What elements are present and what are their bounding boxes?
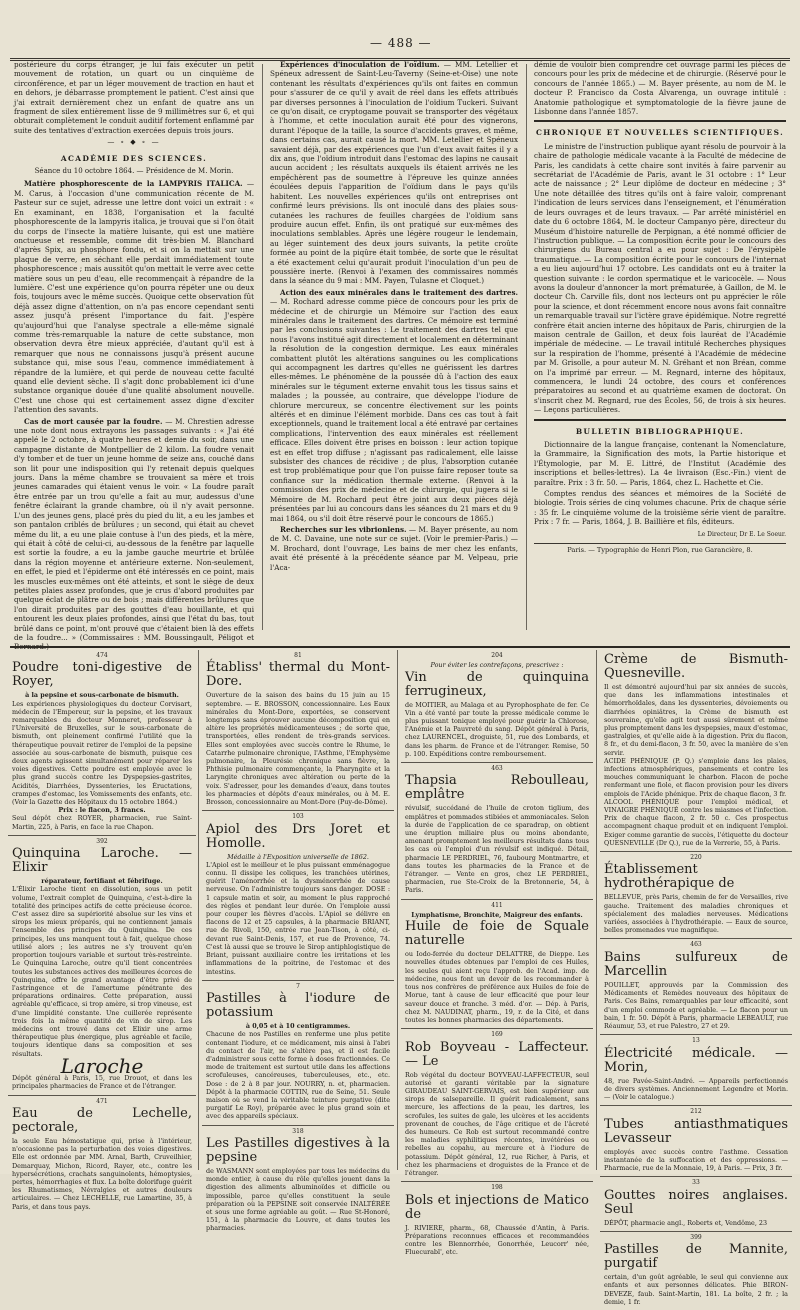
col1-intro: postérieure du corps étranger, je lui fais exécuter un petit mouvement de rotation, un quart ou un cinquième de circonférence, et par un léger mouvement de traction en haut et en dehors, je débarrasse promptement le patient. C'est ainsi que j'ai extrait dernièrement chez un enfant de quatre ans un fragment de silex entièrement lisse de 9 millimètres sur 6, et qui obturait complètement le conduit auditif fortement enflammé par suite des tentatives d'extraction exercées depuis trois jours. bbox=[14, 60, 254, 135]
ad-title: Établissement hydrothérapique de bbox=[604, 862, 735, 892]
col3-p1: Le ministre de l'instruction publique ayant résolu de pourvoir à la chaire de pathologie médicale vacante à la Faculté de médecine de Paris, les candidats à cette chaire sont invités à faire parvenir au secrétariat de l'Académie de Paris, avant le 31 octobre : 1° Leur acte de naissance ; 2° Leur diplôme de docteur en médecine ; 3° Une note détaillée des titres qu'ils ont à faire valoir, comprenant l'indication de leurs services dans l'enseignement, et l'énumération de leurs ouvrages et de leurs travaux. — Par arrêté ministériel en date du 6 octobre 1864, M. le docteur Campanyo père, directeur du Muséum d'histoire naturelle de Perpignan, a été nommé officier de l'instruction publique. — La composition écrite pour le concours des chirurgiens du Bureau central a eu pour sujet : De l'érysipèle traumatique. — La composition écrite pour le concours de l'internat a eu lieu aujourd'hui 17 octobre. Les candidats ont eu à traiter la question suivante : le cordon spermatique et le varicocèle. — Nous avons la douleur d'annoncer la mort prématurée, à Gaillon, de M. le docteur Ch. Carville fils, dont nos lecteurs ont pu apprécier le rôle pour la science, et dont récemment encore nous avons fait connaître un remarquable travail sur l'ictère grave épidémique. Notre regretté confrère était ancien interne des hôpitaux de Paris, chirurgien de la maison centrale de Gaillon, et deux fois lauréat de l'Académie impériale de médecine. — Le travail intitulé Recherches physiques sur la respiration de l'homme, présenté à l'Académie de médecine par M. Grisolle, a pour auteur M. N. Gréhant et non Bréan, comme on l'a imprimé par erreur. — M. Regnard, interne des hôpitaux, commencera, le lundi 24 octobre, des cours et conférences préparatoires au second et au quatrième examen de doctorat. On s'inscrit chez M. Regnard, rue des Écoles, 56, de trois à six heures. — Leçons particulières. bbox=[534, 141, 786, 415]
ad-number: 7 bbox=[296, 982, 300, 990]
ad-body: révulsif, succédané de l'huile de croton tiglium, des emplâtres et pommades stibiées et ammoniacales. Selon la durée de l'application de ce sparadrap, on obtient une éruption miliaire plus ou moins abondante, amenant promptement les meilleurs résultats dans tous les cas où l'emploi d'un révulsif est indiqué. Détail, pharmacie LE PERDRIEL, 76, faubourg Montmartre, et dans toutes les pharmacies de la France et de l'étranger. — Vente en gros, chez LE PERDRIEL, pharmacien, rue Ste-Croix de la Bretonnerie, 54, à Paris. bbox=[405, 804, 589, 895]
ad-column-b bbox=[202, 650, 394, 1233]
column-1 bbox=[14, 60, 254, 652]
ad-body: Ouverture de la saison des bains du 15 juin au 15 septembre. — E. BROSSON, concessionnaire. Les Eaux minérales du Mont-Dore, exportées, se conservent longtemps sans éprouver aucune décomposition qui en altère les propriétés médicamenteuses ; de sorte que, transportées, elles rendent de très-grands services. Elles sont employées avec succès contre le Rhume, le Catarrhe pulmonaire chronique, l'Asthme, l'Emphysème pulmonaire, la Pleurésie chronique sans fièvre, la Phthisie pulmonaire commençante, la Pharyngite et la Laryngite chroniques avec altération ou perte de la voix. S'adresser, pour les demandes d'eaux, dans toutes les pharmacies et dépôts d'eaux minérales, ou à M. E. Brosson, concessionnaire au Mont-Dore (Puy-de-Dôme). bbox=[206, 691, 390, 807]
ad-column-c bbox=[401, 650, 593, 1257]
bulletin-entry-1: Dictionnaire de la langue française, contenant la Nomenclature, la Grammaire, la Signification des mots, la Partie historique et l'Étymologie, par M. E. Littré, de l'Institut (Académie des inscriptions et belles-lettres). La 4e livraison (Esc.-Fin.) vient de paraître. Prix : 3 fr. 50. — Paris, 1864, chez L. Hachette et Cie. bbox=[534, 440, 786, 487]
col2-p3-title: Recherches sur les vibrionlens. bbox=[280, 524, 407, 534]
ad-body: POUILLET, approuvés par la Commission des Médicaments et Remèdes nouveaux des hôpitaux de Paris. Ces Bains, remarquables par leur efficacité, sont d'un emploi commode et agréable. — Le flacon pour un bain, 1 fr. 50. Dépôt à Paris, pharmacie LEBEAULT, rue Réaumur, 53, et rue Palestro, 27 et 29. bbox=[604, 980, 788, 1030]
ad-body: ou Iodo-ferrée du docteur DELATTRE, de Dieppe. Les nouvelles études obtenues par l'emploi de ces Huiles, les seules qui aient reçu l'approb. de l'Acad. imp. de médecine, nous font un devoir de les recommander à tous nos confrères de préférence aux Huiles de foie de Morue, tant à cause de leur efficacité que pour leur saveur douce et franche. 3 méd. d'or. — Dép. à Paris, chez M. NAUDINAT, pharm., 19, r. de la Cité, et dans toutes les bonnes pharmacies des départements. bbox=[405, 950, 589, 1024]
ad-body: employés avec succès contre l'asthme. Cessation instantanée de la suffocation et des oppressions. — Pharmacie, rue de la Monnaie, 19, à Paris. — Prix, 3 fr. bbox=[604, 1147, 788, 1172]
ad-electricite bbox=[600, 1035, 792, 1106]
ad-body: certain, d'un goût agréable, le seul qui convienne aux enfants et aux personnes délicates. Phie BIRON-DEVEZE, faub. Saint-Martin, 181. La boîte, 2 fr. ; la demie, 1 fr. bbox=[604, 1273, 788, 1306]
header-rule bbox=[10, 58, 790, 59]
column-divider-1 bbox=[262, 64, 263, 630]
ad-iodure bbox=[202, 981, 394, 1126]
ad-body: Rob végétal du docteur BOYVEAU-LAFFECTEUR, seul autorisé et garanti véritable par la signature GIRAUDEAU SAINT-GERVAIS, est bien supérieur aux sirops de salsepareille. Il guérit radicalement, sans mercure, les affections de la peau, les dartres, les scrofules, les suites de gale, les ulcères et les accidents provenant de couches, de l'âge critique et de l'âcreté des humeurs. Ce Rob est surtout recommandé contre les maladies syphilitiques récentes, invétérées ou rebelles au copahu, au mercure et à l'iodure de potassium. Dépôt général, 12, rue Richer, à Paris, et chez les pharmaciens et droguistes de la France et de l'étranger. bbox=[405, 1070, 589, 1177]
ad-number: 463 bbox=[690, 941, 702, 949]
ad-acide-phenique: ACIDE PHÉNIQUE (P. Q.) s'emploie dans les plaies, infections atmosphériques, pansements et contre les mouches communiquant le charbon. Flacon de poche renfermant une fiole, et flacon provision pour les divers emplois de l'Acide phénique. Prix de chaque flacon, 3 fr. bbox=[604, 756, 788, 798]
ad-number: 471 bbox=[96, 1097, 108, 1105]
ad-title: Huile de foie de Squale naturelle bbox=[405, 919, 589, 949]
ad-body: BELLEVUE, près Paris, chemin de fer de Versailles, rive gauche. Traitement des maladies chroniques et spécialement des maladies nerveuses. Médications variées, associées à l'hydrothérapie. — Eaux de source, belles promenades vue magnifique. bbox=[604, 893, 788, 935]
ad-number: 81 bbox=[294, 652, 302, 659]
ad-column-d bbox=[600, 650, 792, 1306]
ad-pretitle: Lymphatisme, Bronchite, Maigreur des enfants. bbox=[411, 911, 583, 920]
col2-p3 bbox=[270, 525, 518, 572]
ad-bellevue bbox=[600, 852, 792, 939]
ad-squale bbox=[401, 900, 593, 1029]
ad-number: 318 bbox=[292, 1127, 304, 1135]
col1-p1-title: Matière phosphorescente de la LAMPYRIS ITALICA. bbox=[24, 179, 243, 189]
col1-p1-text: — M. Carus, à l'occasion d'une communication récente de M. Pasteur sur ce sujet, adresse une lettre dont voici un extrait : « En examinant, en 1838, l'organisation et la faculté phosphorescente de la lampyris italica, je trouvai que si l'on ôtait du corps de l'insecte la matière luisante, qui est une matière onctueuse et ressemble, comme dit très-bien M. Blanchard d'après Spix, au phosphore fondu, et si on la mettait sur une plaque de verre, en séchant elle perdait immédiatement toute phosphorescence ; mais aussitôt qu'on mettait le verre avec cette matière sous un peu d'eau, elle recommençait à répandre de la lumière. C'est une expérience qu'on pourra répéter une ou deux fois, toujours avec le même succès. Quoique cette observation fût déjà assez digne d'attention, on n'a pas encore cependant senti assez jusqu'à présent l'importance du fait. J'espère qu'aujourd'hui que l'analyse spectrale a elle-même signalé comme très-remarquable la nature de cette substance, mon observation devra être mieux appréciée, d'autant qu'il est à remarquer que nous ne connaissons jusqu'à présent aucune substance qui, mise sous l'eau, commence immédiatement à répandre de la lumière, et qui perde de nouveau cette faculté quand elle devient sèche. Il s'agit donc probablement ici d'une substance organique douée d'une qualité absolument nouvelle. C'est une chose qui est certainement assez digne d'exciter l'attention des savants. bbox=[14, 179, 254, 415]
ad-title: Bols et injections de Matico de bbox=[405, 1192, 589, 1222]
col2-p2-text: — M. Rochard adresse comme pièce de concours pour les prix de médecine et de chirurgie un Mémoire sur l'action des eaux minérales dans le traitement des dartres. Ce mémoire est terminé par les conclusions suivantes : Le traitement des dartres tel que nous l'avons institué agit directement et localement en déterminant la résolution de la congestion dermique. Les eaux minérales combattent plutôt les altérations sanguines ou les complications qui accompagnent les dartres qu'elles ne guérissent les dartres elles-mêmes. Le phénomène de la poussée dû à l'action des eaux minérales sur le tégument externe envahit tous les tissus sains et malades ; la poussée, au contraire, que développe l'iodure de chlorure mercureux, se concentre électivement sur les points altérés et en diminue l'élément morbide. Dans ces cas tout à fait exceptionnels, quand le traitement local a été entravé par certaines complications, l'intervention des eaux minérales est réellement efficace. Elles doivent être prises en boisson : leur action topique est en effet trop diffuse ; n'agissant pas radicalement, elle laisse subsister des chances de récidive ; de plus, l'absorption cutanée est trop problématique pour que l'on puisse faire reposer toute sa confiance sur la médication thermale externe. (Renvoi à la commission des prix de médecine et de chirurgie, qui jugera si le Mémoire de M. Rochard peut être joint aux deux pièces déjà présentées par lui au concours dans les séances du 21 mars et du 9 mai 1864, ou s'il doit être réservé pour le concours de 1865.) bbox=[270, 297, 518, 523]
academy-heading: ACADÉMIE DES SCIENCES. bbox=[60, 153, 208, 163]
ad-subtitle: à la pepsine et sous-carbonate de bismuth. bbox=[25, 691, 179, 700]
ad-body: J. RIVIERE, pharm., 68, Chaussée d'Antin, à Paris. Préparations reconnues efficaces et recommandées contre les Blennorrhée, Gonorrhée, Leucorr' née, Fluecurabl', etc. bbox=[405, 1223, 589, 1257]
col1-p2-text: — M. Chrestien adresse une note dont nous extrayons les passages suivants : « J'ai été appelé le 2 octobre, à quatre heures et demie du soir, dans une campagne distante de Montpellier de 2 kilom. La foudre venait d'y tomber et de tuer un jeune homme de seize ans, couché dans son lit pour une indisposition qui l'y retenait depuis quelques jours. Dans la même chambre se trouvaient sa mère et trois jeunes camarades qui étaient venus le voir. « La foudre paraît être entrée par un trou qu'elle a fait au mur, audessus d'une fenêtre éclairant la grande chambre, où il n'y avait personne. L'un des jeunes gens, placé près du pied du lit, a eu les jambes et son pantalon criblés de brûlures ; un second, qui était au chevet même du lit, a eu une plaie contuse à l'un des pieds, et la mère, qui était à côté de celui-ci, au-dessous de la fenêtre par laquelle est sortie la foudre, a eu la jambe gauche meurtrie et brûlée dans la région moyenne et antérieure externe. Non-seulement, en effet, le pied et l'épiderme ont été intéressés en ce point, mais les muscles eux-mêmes ont été atteints, et sont le siège de deux petites plaies assez profondes, que je crus d'abord produites par quelque éclat de plâtre ou de bois ; mais différentes brûlures que l'on dirait produites par des gouttes d'eau bouillante, et qui entourent les deux plaies profondes, ainsi que l'état du bas, tout brûlé dans ce point, m'ont prouvé que c'étaient bien là des effets de la foudre... » (Commissaires : MM. Boussingault, Péligot et Bernard.) bbox=[14, 416, 254, 652]
ad-column-a bbox=[8, 650, 196, 1211]
column-divider-2 bbox=[526, 64, 527, 630]
col2-p2 bbox=[270, 288, 518, 523]
column-2 bbox=[270, 60, 518, 630]
ad-apiol bbox=[202, 811, 394, 980]
ad-number: 198 bbox=[491, 1184, 503, 1192]
ad-title: Poudre toni-digestive de Royer, bbox=[12, 660, 192, 690]
ad-body: Les expériences physiologiques du docteur Corvisart, médecin de l'Empereur, sur la pepsine, et les travaux remarquables du docteur Monneret, professeur à l'Université de Bruxelles, sur le sous-carbonate de bismuth, ont pleinement confirmé l'utilité que la thérapeutique pouvait retirer de l'emploi de la pepsine associée au sous-carbonate de bismuth, puisque ces deux agents agissent simultanément pour réparer les voies digestives. Cette poudre est employée avec le plus grand succès contre les Dyspepsies-gastrites, Acidités, Diarrhées, Dyssenteries, les Éructations, crampes d'estomac, les Vomissements des enfants, etc. (Voir la Gazette des Hôpitaux du 15 octobre 1864.) bbox=[12, 699, 192, 807]
ad-royer bbox=[8, 650, 196, 836]
ad-body: Il est démontré aujourd'hui par six années de succès, que dans les inflammations intestinales et hémorrhoïdales, dans les dyssenteries, dévoiements ou diarrhées opiniâtres, la Crème de bismuth est souveraine, qu'elle agit tout aussi sûrement et même plus promptement dans les dyspepsies, maux d'estomac, gastralgies, et qu'elle aide à la digestion. Prix du flacon, 8 fr., et du demi-flacon, 3 fr. 50, avec la manière de s'en servir. bbox=[604, 683, 788, 757]
col1-p2 bbox=[14, 417, 254, 652]
laroche-signature: Laroche bbox=[60, 1053, 144, 1078]
ad-body: 48, rue Pavée-Saint-André. — Appareils perfectionnés de divers systèmes. Anciennement Legendre et Morin. — (Voir le catalogue.) bbox=[604, 1076, 788, 1101]
ad-subtitle: réparateur, fortifiant et fébrifuge. bbox=[41, 877, 163, 886]
printer-line: Paris. — Typographie de Henri Plon, rue Garancière, 8. bbox=[534, 543, 786, 555]
ad-number: 220 bbox=[690, 854, 702, 862]
ad-pretitle: Pour éviter les contrefaçons, prescrivez : bbox=[430, 661, 564, 670]
ad-mont-dore bbox=[202, 650, 394, 811]
ad-title: Pastilles à l'iodure de potassium bbox=[206, 991, 390, 1021]
bulletin-rule bbox=[534, 419, 786, 421]
ad-number: 399 bbox=[690, 1233, 702, 1241]
ads-top-rule bbox=[10, 646, 790, 648]
ad-title: Électricité médicale. — Morin, bbox=[604, 1045, 788, 1075]
ad-body: de WASMANN sont employées par tous les médecins du monde entier, à cause du rôle qu'elles jouent dans la digestion des aliments albuminoïdes et difficile ou impossible, parce qu'elles constituent la seule préparation où la PEPSINE soit conservée INALTÉRÉE et sous une forme agréable au goût. — Rue St-Honoré, 151, à la pharmacie du Louvre, et dans toutes les pharmacies. bbox=[206, 1166, 390, 1233]
bulletin-heading: BULLETIN BIBLIOGRAPHIQUE. bbox=[575, 426, 745, 436]
chronique-rule bbox=[534, 120, 786, 122]
ad-body: DÉPÔT, pharmacie angl., Roberts et, Vendôme, 23 bbox=[604, 1218, 768, 1227]
col3-intro: démie de vouloir bien comprendre cet ouvrage parmi les pièces de concours pour les prix de médecine et de chirurgie. (Réservé pour le concours de l'année 1865.) — M. Bayer présente, au nom de M. le docteur P. Francisco da Costa Alvarenga, un ouvrage intitulé : Anatomie pathologique et symptomatologie de la fièvre jaune de Lisbonne dans l'année 1857. bbox=[534, 60, 786, 117]
ad-title: Bains sulfureux de Marcellin bbox=[604, 949, 788, 979]
ad-pepsine bbox=[202, 1126, 394, 1237]
col2-p1-text: — MM. Letellier et Spéneux adressent de Saint-Leu-Taverny (Seine-et-Oise) une note contenant les résultats d'expériences qu'ils ont faites en commun pour s'assurer de ce qu'il y avait de réel dans les effets attribués par diverses personnes à l'inoculation de l'oïdium Tuckeri. Suivant ce qu'on disait, ce cryptogame pouvait se transporter des végétaux à l'homme, et cette inoculation aurait été pour des vignerons, durant l'époque de la taille, la source d'accidents graves, et même, dans certains cas, aurait causé la mort. MM. Letellier et Spéneux savaient déjà, par des expériences que l'un d'eux avait faites il y a dix ans, que l'oïdium introduit dans l'estomac des lapins ne causait aucun accident ; les résultats auxquels ils étaient arrivés ne les empêchèrent pas de soumettre à l'épreuve les quinze années écoulées depuis l'apparition de l'oïdium dans le pays qu'ils habitent. Les nouvelles expériences qu'ils ont entreprises ont confirmé leurs prévisions. Ils ont inoculé dans des plaies sous-cutanées les rachures de feuilles chargées de l'oïdium sans produire aucun effet. Enfin, ils ont pratiqué sur eux-mêmes des inoculations semblables. Après une légère rougeur le lendemain, au léger suintement des deux jours suivants, la petite croûte formée au point de la piqûre était tombée, de sorte que le résultat a été exactement celui qu'aurait produit l'inoculation d'un peu de poussière inerte. (Renvoi à l'examen des commissaires nommés dans la séance du 9 mai : MM. Payen, Tulasne et Cloquet.) bbox=[270, 60, 518, 286]
ad-laroche bbox=[8, 836, 196, 1096]
ad-number: 411 bbox=[491, 901, 503, 909]
ad-title: Thapsia Reboulleau, emplâtre bbox=[405, 773, 589, 803]
ad-body: de MOITIER, au Malaga et au Pyrophosphate de fer. Ce Vin a été vanté par toute la presse médicale comme le plus puissant tonique employé pour guérir la Chlorose, l'Anémie et la Pauvreté du sang. Dépôt général à Paris, chez LAURENCEL, droguiste, 51, rue des Lombards, et dans les pharm. de France et de l'étranger. Remise, 50 p. 100. Expéditions contre remboursement. bbox=[405, 700, 589, 758]
ad-rob-boyveau bbox=[401, 1029, 593, 1182]
ad-number: 33 bbox=[692, 1179, 700, 1187]
ad-body: L'Apiol est le meilleur et le plus puissant emménagogue connu. Il dissipe les coliques, les tranchées utérines, guérit l'aménorrhée et la dysménorrhée de cause nerveuse. On l'administre toujours sans danger. DOSE : 1 capsule matin et soir, au moment le plus rapproché des règles et pendant leur durée. On l'emploie aussi pour couper les fièvres d'accès. L'Apiol se délivre en flacons de 12 et 25 capsules, à la pharmacie BRIANT, rue de Rivoli, 150, entrée rue Jean-Tison, à côté, ci-devant rue Saint-Denis, 157, et rue de Provence, 74. C'est là aussi que se trouve le Sirop antiphlogistique de Briant, puissant auxiliaire contre les irritations et les inflammations de la poitrine, de l'estomac et des intestins. bbox=[206, 860, 390, 976]
session-line: Séance du 10 octobre 1864. — Présidence de M. Morin. bbox=[34, 167, 234, 176]
ad-body: L'Élixir Laroche tient en dissolution, sous un petit volume, l'extrait complet de Quinquina, c'est-à-dire la totalité des principes actifs de cette précieuse écorce. C'est assez dire sa supériorité absolue sur les vins et sirops les mieux préparés, qui ne contiennent jamais l'ensemble des principes du Quinquina. De ces principes, les uns manquent tout à fait, quelque chose utilisé alors ; les autres ne s'y trouvent qu'en proportion toujours variable et surtout très-restreinte. Le Quinquina Laroche, outre qu'il tient concentrées toutes les substances actives des meilleures écorces de Quinquina, offre le grand avantage d'être privé de l'astringence et de l'amertume pénétrante des préparations ordinaires. Cette préparation, aussi agréable qu'efficace, si trop amère, si trop vineuse, est d'une limpidité constante. Une cuillerée représente trois fois la même quantité de vin de sirop. Les médecins ont trouvé dans cet Elixir une arme thérapeutique plus énergique, plus agréable et facile, toujours identique dans sa composition et ses résultats. bbox=[12, 885, 192, 1058]
ad-title: Eau de Lechelle, pectorale, bbox=[12, 1105, 192, 1135]
ad-number: 103 bbox=[292, 813, 304, 821]
chronique-heading: CHRONIQUE ET NOUVELLES SCIENTIFIQUES. bbox=[535, 128, 785, 138]
page-header bbox=[0, 28, 800, 58]
ad-title: Vin de quinquina ferrugineux, bbox=[405, 669, 589, 699]
col1-p2-title: Cas de mort causée par la foudre. bbox=[24, 416, 163, 426]
ad-number: 212 bbox=[690, 1108, 702, 1116]
director-line: Le Directeur, Dr E. Le Soeur. bbox=[697, 530, 786, 538]
ad-depot: Dépôt général à Paris, 15, rue Drouot, et dans les principales pharmacies de France et de l'étranger. bbox=[12, 1074, 192, 1091]
ad-vin-quinquina bbox=[401, 650, 593, 763]
ad-number: 392 bbox=[96, 837, 108, 845]
ad-number: 474 bbox=[96, 652, 108, 659]
ad-title: Apiol des Drs Joret et Homolle. bbox=[206, 821, 390, 851]
ad-subtitle: à 0,05 et à 10 centigrammes. bbox=[245, 1022, 351, 1031]
ad-number: 463 bbox=[491, 765, 503, 773]
ad-mannite bbox=[600, 1232, 792, 1310]
col2-p3-text: — M. Bayer présente, au nom de M. C. Davaine, une note sur ce sujet. (Voir le premier-Paris.) — M. Brochard, dont l'ouvrage, Les bains de mer chez les enfants, avait été présenté à la précédente séance par M. Velpeau, prie l'Aca- bbox=[270, 524, 518, 572]
ad-number: 204 bbox=[491, 652, 503, 659]
ad-title: Établiss' thermal du Mont-Dore. bbox=[206, 660, 390, 690]
col2-p2-title: Action des eaux minérales dans le traitement des dartres. bbox=[280, 287, 518, 297]
ad-subtitle: Médaille à l'Exposition universelle de 1862. bbox=[227, 852, 369, 861]
ad-alcool-phenique: ALCOOL PHÉNIQUÉ pour l'emploi médical, et VINAIGRE PHÉNIQUÉ contre les miasmes et l'infection. Prix de chaque flacon, 2 fr. 50 c. Ces prospectus accompagnent chaque produit et en indiquent l'emploi. Exiger comme garantie de succès, l'étiquette du docteur QUESNEVILLE (Dr Q.), rue de la Verrerie, 55, à Paris. bbox=[604, 797, 788, 847]
col1-p1 bbox=[14, 179, 254, 414]
column-3 bbox=[534, 60, 786, 632]
ad-divider-3 bbox=[596, 650, 597, 1170]
bulletin-entry-2: Comptes rendus des séances et mémoires de la Société de biologie. Trois séries de cinq volumes chacune. Prix de chaque série : 35 fr. Le cinquième volume de la troisième série vient de paraître. Prix : 7 fr. — Paris, 1864, J. B. Baillière et fils, éditeurs. bbox=[534, 489, 786, 527]
ad-divider-1 bbox=[198, 650, 199, 1170]
ad-gouttes-noires bbox=[600, 1177, 792, 1232]
ad-number: 169 bbox=[491, 1031, 503, 1039]
ad-lechelle bbox=[8, 1096, 196, 1215]
ad-title: Pastilles de Mannite, purgatif bbox=[604, 1242, 788, 1272]
ad-title: Tubes antiasthmatiques Levasseur bbox=[604, 1116, 788, 1146]
ad-creme-bismuth bbox=[600, 650, 792, 852]
ad-body: la seule Eau hémostatique qui, prise à l'intérieur, n'occasionne pas la perturbation des voies digestives. Elle est ordonnée par MM. Arnal, Barth, Cruveilhier, Demarquay, Michon, Ricord, Rayer, etc., contre les hypersécrétions, crachats sanguinolents, hémoptysies, pertes, hémorrhagies et flux. La boîte dolorifuge guérit les Rhumatismes, Névralgies et autres douleurs articulaires. — Chez LECHELLE, rue Lamartine, 35, à Paris, et dans tous pays. bbox=[12, 1136, 192, 1211]
ad-title: Rob Boyveau - Laffecteur. — Le bbox=[405, 1039, 589, 1069]
ad-matico bbox=[401, 1182, 593, 1260]
col2-p1 bbox=[270, 60, 518, 286]
ad-title: Crème de Bismuth-Quesneville. bbox=[604, 652, 788, 681]
ad-body: Chacune de nos Pastilles en renferme une plus petite contenant l'iodure, et ce médicament, mis ainsi à l'abri du contact de l'air, ne s'altère pas, et il est facile d'administrer sous cette forme à doses fractionnées. Ce mode de traitement est surtout utile dans les affections scrofuleuses, cancéreuses, tuberculeuses, etc., etc. Dose : de 2 à 8 par jour. NOURRY, n. et, pharmacien. Dépôt à la pharmacie COTTIN, rue de Seine, 51. Seule maison où se vend la véritable teinture purgative (dite purgatif Le Roy), préparée avec le plus grand soin et avec des appareils spéciaux. bbox=[206, 1030, 390, 1121]
advertisements-section bbox=[0, 650, 800, 1306]
ad-bains-sulfureux bbox=[600, 939, 792, 1035]
col2-p1-title: Expériences d'inoculation de l'oïdium. bbox=[280, 60, 440, 69]
ad-title: Quinquina Laroche. — Elixir bbox=[12, 846, 192, 876]
ad-divider-2 bbox=[397, 650, 398, 1170]
ad-tubes-levasseur bbox=[600, 1106, 792, 1177]
ad-price: Prix : le flacon, 3 francs. bbox=[58, 806, 146, 815]
ad-depot: Seul dépôt chez ROYER, pharmacien, rue Saint-Martin, 225, à Paris, en face la rue Chapon. bbox=[12, 814, 192, 831]
ornament-divider: — ∘ ◆ ∘ — bbox=[107, 138, 161, 147]
ad-thapsia bbox=[401, 763, 593, 900]
ad-number: 13 bbox=[692, 1037, 700, 1045]
page-number: — 488 — bbox=[370, 36, 432, 50]
ad-title: Les Pastilles digestives à la pepsine bbox=[206, 1135, 390, 1165]
ad-title: Gouttes noires anglaises. Seul bbox=[604, 1187, 788, 1217]
